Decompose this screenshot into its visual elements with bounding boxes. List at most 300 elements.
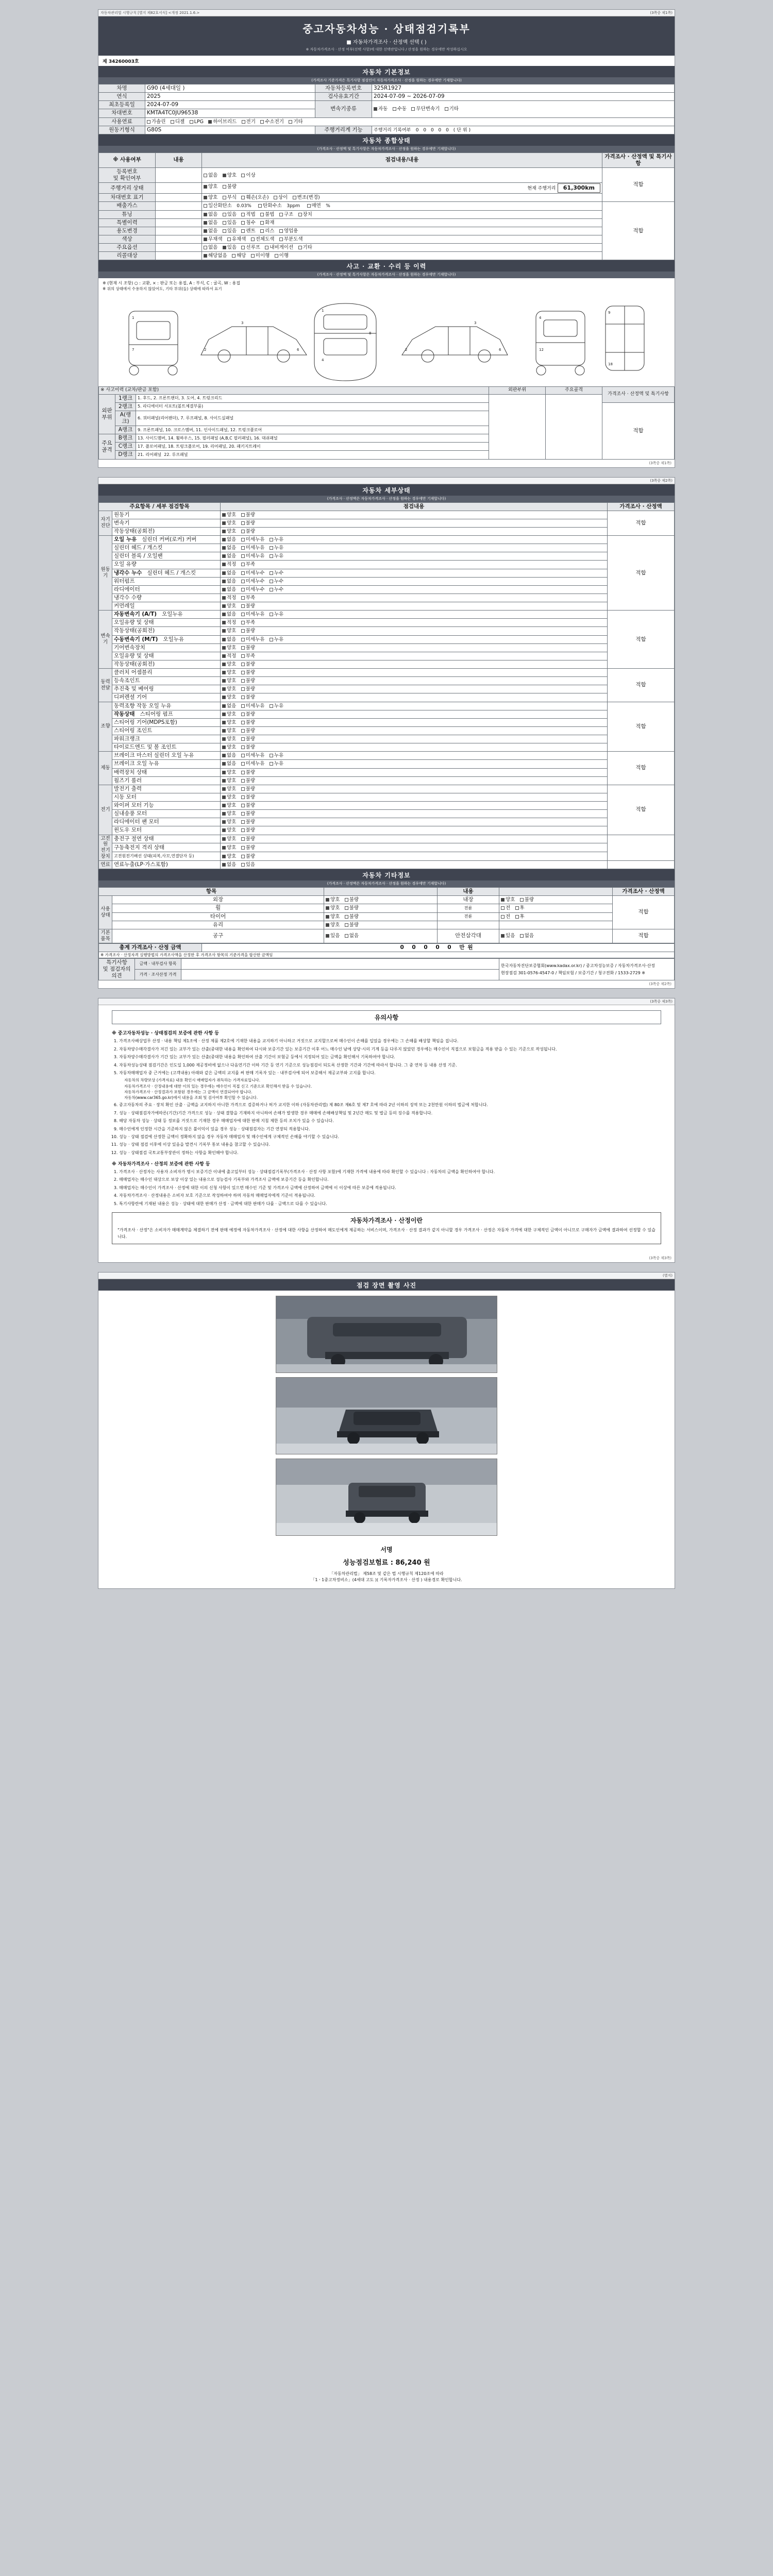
checkbox-fuel-gasoline[interactable]: 가솔린 — [147, 119, 166, 125]
checkbox-coolant2-none[interactable]: 없음 — [222, 579, 236, 585]
checkbox-glass-bad[interactable]: 불량 — [345, 922, 359, 928]
notice-subitem: 자동차가격조사 · 산정내용에 대한 이의 있는 경우에는 매수인이 직접 신고 기준으로 확인해서 받을 수 있습니다. — [124, 1083, 312, 1089]
etc-check-wheel-pos — [499, 904, 613, 912]
detail-check-wiper — [221, 802, 608, 810]
detail-item-mt-3: 오일유량 및 상태 — [112, 652, 221, 660]
detail-check-booster — [221, 768, 608, 776]
frame-rankB-items: 13. 사이드멤버, 14. 휠하우스, 15. 필러패널 (A,B,C 필러패널), 16. 대쉬패널 — [136, 434, 489, 443]
checkbox-tuning-device[interactable]: 장치 — [298, 212, 312, 218]
checkbox-mt-oilleak-leak[interactable]: 누유 — [270, 637, 283, 643]
detail-group-transmission: 변속기 — [99, 611, 112, 669]
notice-item: 5. 자동차매매업자 중 근거에는 (고객내용) 아래와 같은 금액의 교지를 써 판매 기록자 있는 · 내부검사에 되어 보증해서 제공교부와 고지를 합니다. 자동차의 차량보상 (가격자료) 내용 확인시 매매업자가 취득하는 가격자료입니다. 자동차가격조사 · 산정내용에 대한 이의 있는 경우에는 매수인이 직접 신고 기준으로 확인해서 받을 수 있습니다. 자동차가격조사 · 산정결과가 포함된 경우에는 그 금액이 연결되어야 합니다. 자동차(www.car365.go.kr)에서 내용을 조회 및 검사여부 확인할 수 있습니다. — [119, 1070, 661, 1100]
checkbox-powercrank-bad[interactable]: 불량 — [241, 736, 255, 742]
notice-subitem: 자동차의 차량보상 (가격자료) 내용 확인시 매매업자가 취득하는 가격자료입니다. — [124, 1078, 261, 1083]
etc-info-table — [98, 887, 675, 943]
checkbox-mt-idle-bad[interactable]: 불량 — [241, 662, 255, 668]
checkbox-recall-done[interactable]: 이행 — [275, 253, 289, 259]
detail-group-selfdiag: 자기진단 — [99, 511, 112, 535]
checkbox-oilleak2-none[interactable]: 없음 — [222, 545, 236, 551]
detail-item-idle: 작동상태(공회전) — [112, 527, 221, 535]
checkbox-trans-auto[interactable] — [374, 106, 388, 112]
document-subtitle: ■ 자동차가격조사 · 산정액 선택 ( ) — [346, 40, 427, 45]
agency-info: 한국자동차진단보증협회(www.kadax.or.kr) / 중고차성능보증 / 자동차가격조사·산정 현장점검 301-0576-4547-0 / 책임보험 / 보증기간 / 청구전화 / 1533-2729 ※ — [499, 959, 675, 980]
etc-group-condition: 사용상태 — [99, 896, 112, 929]
detail-item-brakeroller: 월즈기 롤러 — [112, 776, 221, 785]
checkbox-commonrail-good[interactable]: 양호 — [222, 603, 236, 609]
detail-item-radiatorfan: 라디에이터 팬 모터 — [112, 818, 221, 826]
svg-text:8: 8 — [369, 331, 372, 336]
detail-item-brakeoil: 브레이크 오일 누유 — [112, 760, 221, 768]
etc-label-tire: 타이어 — [112, 912, 324, 921]
accident-price-value: 적합 — [602, 402, 675, 459]
row-check-emission — [202, 202, 602, 210]
checkbox-tire-front[interactable]: 전 — [501, 914, 510, 920]
checkbox-coolant1-minor[interactable]: 미세누수 — [241, 570, 265, 577]
checkbox-wheel-front[interactable]: 전 — [501, 905, 510, 911]
checkbox-blower-bad[interactable]: 불량 — [241, 811, 255, 817]
detail-check-spump — [221, 710, 608, 718]
checkbox-booster-bad[interactable]: 불량 — [241, 770, 255, 776]
checkbox-clutch-bad[interactable]: 불량 — [241, 670, 255, 676]
notice-sub-2: ※ 자동차가격조사 · 산정의 보증에 관한 사항 등 — [112, 1162, 210, 1167]
checkbox-at-oilleak-none[interactable]: 없음 — [222, 612, 236, 618]
checkbox-triangle-no[interactable]: 없음 — [520, 933, 534, 939]
checkbox-selfdiag-idle-good[interactable]: 양호 — [222, 529, 236, 535]
detail-check-battery-isolation — [221, 843, 608, 852]
group-label-outer: 외판부위 — [99, 394, 115, 434]
checkbox-exterior-bad[interactable]: 불량 — [345, 897, 359, 903]
row-sub-emission — [156, 202, 202, 210]
value-odometer-func — [372, 126, 675, 134]
section-basic-subtitle: (가격조사 기준가격은 특기사항 점검인이 자동차가격조사 · 산정을 원하는 경우에만 기재합니다) — [98, 77, 675, 84]
detail-item-booster: 배력장치 상태 — [112, 768, 221, 776]
detail-check-windowmotor — [221, 826, 608, 835]
detail-price-steering: 적합 — [608, 702, 675, 752]
checkbox-usechange-none[interactable]: 없음 — [204, 228, 217, 234]
current-mileage-value: 61,300km — [558, 183, 600, 193]
header-overall-item: ※ 사용여부 — [99, 152, 156, 167]
label-first-reg: 최초등록일 — [99, 101, 145, 109]
detail-price-brake: 적합 — [608, 752, 675, 785]
checkbox-interior-good[interactable]: 양호 — [501, 897, 515, 903]
checkbox-mt-gear-bad[interactable]: 불량 — [241, 645, 255, 651]
etc-tire-pos-label: 전륜 — [438, 912, 499, 921]
checkbox-usechange-yes[interactable]: 있음 — [223, 228, 237, 234]
detail-header-price: 가격조사 · 산정액 — [608, 502, 675, 511]
checkbox-starter-bad[interactable]: 불량 — [241, 794, 255, 801]
detail-check-oilleak-1 — [221, 536, 608, 544]
detail-check-radiatorfan — [221, 818, 608, 826]
row-check-usechange — [202, 227, 602, 235]
svg-text:1: 1 — [322, 309, 324, 313]
document-banner — [98, 16, 675, 56]
checkbox-coolant3-none[interactable]: 없음 — [222, 587, 236, 593]
svg-text:18: 18 — [608, 362, 613, 367]
checkbox-sgear-good[interactable]: 양호 — [222, 720, 236, 726]
etc-header-content2 — [499, 888, 613, 896]
notice-item: 3. 자동차양수매각결사가 기간 있는 교부가 있는 산출(중대한 내용을 확인하여 산출 기간이 보험금 등에서 지정되어 있는 금액을 확인해서 기록하여야 합니다. — [119, 1054, 661, 1060]
price-breakdown-label: 특기사항 및 점검자의 의견 — [99, 959, 135, 980]
svg-text:2: 2 — [204, 348, 207, 352]
checkbox-starter-good[interactable]: 양호 — [222, 794, 236, 801]
checkbox-oilleak1-leak[interactable]: 누유 — [270, 537, 283, 543]
checkbox-sjoint-bad[interactable]: 불량 — [241, 728, 255, 734]
checkbox-fuelleak-yes[interactable]: 있음 — [241, 862, 255, 868]
checkbox-driveshaft-bad[interactable]: 불량 — [241, 686, 255, 692]
checkbox-alternator-good[interactable]: 양호 — [222, 786, 236, 792]
checkbox-regcert-good[interactable]: 양호 — [223, 173, 237, 179]
checkbox-coolantqty-ok[interactable]: 적정 — [222, 595, 236, 601]
checkbox-fuel-other[interactable]: 기타 — [289, 119, 303, 125]
checkbox-vin-good[interactable]: 양호 — [204, 195, 217, 201]
notice-item: 8. 해당 자동차 성능 · 상태 등 정보를 거짓으로 기재한 경우 매매업자에 대한 판매 지침 제한 등의 조치가 있을 수 있습니다. — [119, 1118, 661, 1124]
checkbox-driveshaft-good[interactable]: 양호 — [222, 686, 236, 692]
checkbox-history-fire[interactable]: 화재 — [260, 220, 274, 226]
checkbox-triangle-yes[interactable]: 있음 — [501, 933, 515, 939]
row-label-options: 주요옵션 — [99, 244, 156, 252]
checkbox-mt-oilleak-none[interactable]: 없음 — [222, 637, 236, 643]
checkbox-tire-rear[interactable]: 후 — [515, 914, 525, 920]
detail-item-cvjoint: 등속조인트 — [112, 677, 221, 685]
checkbox-batteryiso-bad[interactable]: 불량 — [241, 845, 255, 851]
checkbox-coolant3-minor[interactable]: 미세누수 — [241, 587, 265, 593]
etc-header-check — [324, 888, 438, 896]
inspection-photo-3 — [276, 1459, 497, 1536]
checkbox-mastercyl-none[interactable]: 없음 — [222, 753, 236, 759]
checkbox-tuning-none[interactable]: 없음 — [204, 212, 217, 218]
section-etc-title: 자동차 기타정보 — [98, 869, 675, 880]
photo-gallery — [98, 1291, 675, 1536]
checkbox-history-yes[interactable]: 있음 — [223, 220, 237, 226]
checkbox-oilqty-ok[interactable]: 적정 — [222, 562, 236, 568]
rank3-items: 6. 쿼터패널(리어팬더), 7. 루프패널, 8. 사이드실패널 — [136, 411, 489, 426]
etc-label-wheel: 휠 — [112, 904, 324, 912]
svg-text:3: 3 — [241, 321, 244, 326]
checkbox-mastercyl-leak[interactable]: 누유 — [270, 753, 283, 759]
checkbox-vin-diff[interactable]: 상이 — [274, 195, 288, 201]
detail-check-at-2 — [221, 619, 608, 627]
checkbox-brakeoil-leak[interactable]: 누유 — [270, 761, 283, 767]
checkbox-booster-good[interactable]: 양호 — [222, 770, 236, 776]
detail-item-windowmotor: 윈도우 모터 — [112, 826, 221, 835]
notice2-item: 3. 매매업자는 매수인이 가격조사 · 산정에 대한 이의 신청 사항이 있으면 매수인 기준 및 가격조사 금액에 산정하여 금액에 이 이상에 따른 보증에 적용됩니다. — [119, 1185, 661, 1191]
checkbox-cvjoint-good[interactable]: 양호 — [222, 678, 236, 684]
price-row-value-2 — [181, 970, 499, 980]
checkbox-exterior-good[interactable]: 양호 — [326, 897, 340, 903]
detail-item-spump: 작동상태 스티어링 펌프 — [112, 710, 221, 718]
checkbox-oilleak3-minor[interactable]: 미세누유 — [241, 553, 265, 560]
checkbox-odometer-bad[interactable]: 불량 — [223, 184, 237, 190]
etc-label-triangle: 안전삼각대 — [438, 929, 499, 943]
checkbox-oilleak3-leak[interactable]: 누유 — [270, 553, 283, 560]
checkbox-brakeroller-bad[interactable]: 불량 — [241, 778, 255, 784]
checkbox-usechange-business[interactable]: 영업용 — [279, 228, 298, 234]
signature-label: 서명 — [380, 1546, 393, 1553]
checkbox-wiper-good[interactable]: 양호 — [222, 803, 236, 809]
checkbox-fuelleak-none[interactable]: 없음 — [222, 862, 236, 868]
accident-outer-result — [489, 394, 546, 459]
header-overall-price: 가격조사 · 산정액 및 특기사항 — [602, 152, 675, 167]
checkbox-vin-damage[interactable]: 훼손(오손) — [241, 195, 268, 201]
detail-item-coolant-qty: 냉각수 수량 — [112, 594, 221, 602]
detail-check-powercrank — [221, 735, 608, 743]
price-note-1: 적합 — [602, 168, 675, 202]
etc-group-basic-items: 기본품목 — [99, 929, 112, 943]
checkbox-odometer-good[interactable]: 양호 — [204, 184, 217, 190]
value-plate: 325R1927 — [372, 84, 675, 93]
checkbox-windowmotor-good[interactable]: 양호 — [222, 827, 236, 834]
checkbox-interior-bad[interactable]: 불량 — [520, 897, 534, 903]
checkbox-oilleak3-none[interactable]: 없음 — [222, 553, 236, 560]
checkbox-tuning-illegal[interactable]: 불법 — [260, 212, 274, 218]
checkbox-brakeoil-minor[interactable]: 미세누유 — [241, 761, 265, 767]
checkbox-wheel-good[interactable]: 양호 — [326, 905, 340, 911]
inspection-insurance-fee: 성능점검보험료 : 86,240 원 — [343, 1558, 430, 1567]
etc-header-price: 가격조사 · 산정액 — [613, 888, 675, 896]
checkbox-fuel-diesel[interactable]: 디젤 — [171, 119, 184, 125]
checkbox-trans-other[interactable] — [445, 106, 459, 112]
section-accident-subtitle: (가격조사 · 산정액 및 특기사항은 자동차가격조사 · 산정을 원하는 경우에만 기재합니다) — [98, 272, 675, 278]
accident-panel-outer-label: 외판부위 — [489, 387, 546, 394]
checkbox-wiper-bad[interactable]: 불량 — [241, 803, 255, 809]
checkbox-coolant2-minor[interactable]: 미세누수 — [241, 579, 265, 585]
checkbox-powercrank-good[interactable]: 양호 — [222, 736, 236, 742]
checkbox-color-achromatic[interactable]: 무채색 — [204, 236, 223, 243]
checkbox-wheel-rear[interactable]: 후 — [515, 905, 525, 911]
checkbox-tuning-legal[interactable]: 적법 — [241, 212, 255, 218]
checkbox-fuel-hybrid[interactable]: 하이브리드 — [208, 119, 237, 125]
detail-item-coolant-2: 워터펌프 — [112, 577, 221, 585]
overall-state-table — [98, 152, 675, 260]
etc-header-content: 내용 — [438, 888, 499, 896]
checkbox-regcert-bad[interactable]: 이상 — [241, 173, 255, 179]
checkbox-radiatorfan-bad[interactable]: 불량 — [241, 819, 255, 825]
label-inspection-period: 검사유효기간 — [315, 93, 372, 101]
etc-glass-extra — [499, 921, 613, 929]
checkbox-color-chromatic[interactable]: 유채색 — [227, 236, 246, 243]
detail-group-brake: 제동 — [99, 752, 112, 785]
row-sub-vinmark — [156, 194, 202, 202]
checkbox-chargeport-good[interactable]: 양호 — [222, 836, 236, 842]
checkbox-wheel-bad[interactable]: 불량 — [345, 905, 359, 911]
checkbox-oilleak2-minor[interactable]: 미세누유 — [241, 545, 265, 551]
notice-item: 1. 가격조사배상업무 산정 · 내용 책임 제1조에 · 산정 제품 제2호에 기재한 내용을 교지하기 아니하고 거짓으로 교지할으로써 매수인이 손해를 입었을 경우에는 그 손해를 배상할 책임을 집니다. — [119, 1038, 661, 1044]
checkbox-tuning-structure[interactable]: 구조 — [279, 212, 293, 218]
checkbox-psleak-leak[interactable]: 누유 — [270, 703, 283, 709]
checkbox-history-none[interactable]: 없음 — [204, 220, 217, 226]
checkbox-selfdiag-engine-good[interactable]: 양호 — [222, 512, 236, 518]
etc-label-glass: 유리 — [112, 921, 324, 929]
checkbox-tire-bad[interactable]: 불량 — [345, 914, 359, 920]
page-indicator: (3쪽중 제1쪽) — [650, 11, 673, 15]
checkbox-blower-good[interactable]: 양호 — [222, 811, 236, 817]
detail-item-sgear: 스티어링 기어(MDPS포함) — [112, 718, 221, 726]
checkbox-mt-oilleak-minor[interactable]: 미세누유 — [241, 637, 265, 643]
checkbox-vin-altered[interactable]: 변조(변경) — [293, 195, 320, 201]
checkbox-at-oilleak-minor[interactable]: 미세누유 — [241, 612, 265, 618]
checkbox-selfdiag-engine-bad[interactable]: 불량 — [241, 512, 255, 518]
row-check-vinmark — [202, 194, 602, 202]
checkbox-options-yes[interactable]: 있음 — [223, 245, 237, 251]
checkbox-mt-gear-good[interactable]: 양호 — [222, 645, 236, 651]
row-label-tuning: 튜닝 — [99, 210, 156, 218]
checkbox-batteryiso-good[interactable]: 양호 — [222, 845, 236, 851]
checkbox-tools-yes[interactable]: 있음 — [326, 933, 340, 939]
detail-check-mastercyl — [221, 752, 608, 760]
checkbox-psleak-none[interactable]: 없음 — [222, 703, 236, 709]
detail-group-fuel: 연료 — [99, 861, 112, 869]
notice-item: 7. 성능 · 상태점검자가에따른(기간)기간 가격으로 성능 · 상태 결함을 기재하지 아니하여 손해가 발생한 경우 매매에 손해배상책임 및 2년간 매도 및 벌금 등의 징수를 적용합니다. — [119, 1110, 661, 1116]
checkbox-emission-smoke[interactable]: 매연 — [307, 203, 321, 209]
checkbox-hvwiring-good[interactable]: 양호 — [222, 854, 236, 860]
checkbox-glass-good[interactable]: 양호 — [326, 922, 340, 928]
checkbox-coolant2-leak[interactable]: 누수 — [270, 579, 283, 585]
checkbox-radiatorfan-good[interactable]: 양호 — [222, 819, 236, 825]
detail-item-diff: 디퍼렌셜 기어 — [112, 693, 221, 702]
checkbox-fuel-lpg[interactable]: LPG — [190, 119, 204, 125]
checkbox-mastercyl-minor[interactable]: 미세누유 — [241, 753, 265, 759]
checkbox-commonrail-bad[interactable]: 불량 — [241, 603, 255, 609]
checkbox-spump-bad[interactable]: 불량 — [241, 711, 255, 718]
etc-check-exterior — [324, 896, 438, 904]
etc-wheel-pos-label: 전륜 — [438, 904, 499, 912]
checkbox-recall-notdone[interactable]: 미이행 — [251, 253, 270, 259]
checkbox-options-other[interactable]: 기타 — [298, 245, 312, 251]
checkbox-hvwiring-bad[interactable]: 불량 — [241, 854, 255, 860]
detail-header-item: 주요항목 / 세부 점검항목 — [99, 502, 221, 511]
checkbox-brakeoil-none[interactable]: 없음 — [222, 761, 236, 767]
checkbox-at-oilleak-leak[interactable]: 누유 — [270, 612, 283, 618]
checkbox-recall-yes[interactable]: 해당 — [232, 253, 246, 259]
checkbox-recall-na[interactable]: 해당없음 — [204, 253, 227, 259]
detail-check-mt-4 — [221, 660, 608, 668]
notice-subitem: 자동차(www.car365.go.kr)에서 내용을 조회 및 검사여부 확인할 수 있습니다. — [124, 1095, 258, 1100]
section-accident-title: 사고 · 교환 · 수리 등 이력 — [98, 260, 675, 272]
trans-manual-label: 수동 — [397, 106, 407, 112]
checkbox-oilleak2-leak[interactable]: 누유 — [270, 545, 283, 551]
checkbox-tire-good[interactable]: 양호 — [326, 914, 340, 920]
checkbox-vin-corrosion[interactable]: 부식 — [223, 195, 237, 201]
svg-text:12: 12 — [539, 348, 544, 352]
emission-smoke-value: % — [326, 204, 330, 209]
checkbox-at-idle-good[interactable]: 양호 — [222, 628, 236, 634]
checkbox-sjoint-good[interactable]: 양호 — [222, 728, 236, 734]
checkbox-coolant1-none[interactable]: 없음 — [222, 570, 236, 577]
checkbox-options-none[interactable]: 없음 — [204, 245, 217, 251]
page-3 — [98, 998, 675, 1262]
checkbox-options-navigation[interactable]: 내비게이션 — [265, 245, 293, 251]
checkbox-coolant1-leak[interactable]: 누수 — [270, 570, 283, 577]
checkbox-at-oilqty-ok[interactable]: 적정 — [222, 620, 236, 626]
checkbox-usechange-lease[interactable]: 리스 — [260, 228, 274, 234]
checkbox-tuning-yes[interactable]: 있음 — [223, 212, 237, 218]
checkbox-diff-bad[interactable]: 불량 — [241, 694, 255, 701]
basic-info-table — [98, 84, 675, 134]
page2-indicator: (3쪽중 제2쪽) — [650, 478, 673, 483]
page4-indicator: (별지) — [663, 1273, 673, 1278]
checkbox-chargeport-bad[interactable]: 불량 — [241, 836, 255, 842]
checkbox-brakeroller-good[interactable]: 양호 — [222, 778, 236, 784]
detail-item-driveshaft: 추진축 및 베어링 — [112, 685, 221, 693]
checkbox-coolantqty-low[interactable]: 부족 — [241, 595, 255, 601]
checkbox-regcert-none[interactable]: 없음 — [204, 173, 217, 179]
checkbox-tierod-good[interactable]: 양호 — [222, 744, 236, 751]
guarantee-box — [112, 1212, 661, 1244]
checkbox-mt-oilqty-low[interactable]: 부족 — [241, 653, 255, 659]
checkbox-fuel-electric[interactable]: 전기 — [242, 119, 256, 125]
odometer-record-value: 0 0 0 0 0 (단위) — [415, 127, 473, 133]
detail-check-at-1 — [221, 611, 608, 619]
checkbox-diff-good[interactable]: 양호 — [222, 694, 236, 701]
detail-item-chargeport: 충전구 절연 상태 — [112, 835, 221, 843]
detail-item-mt-2: 기어변속장치 — [112, 643, 221, 652]
row-sub-usechange — [156, 227, 202, 235]
checkbox-color-partpaint[interactable]: 부분도색 — [279, 236, 303, 243]
checkbox-usechange-rent[interactable]: 렌트 — [241, 228, 255, 234]
checkbox-coolant3-leak[interactable]: 누수 — [270, 587, 283, 593]
detail-check-psleak — [221, 702, 608, 710]
etc-header-item: 항목 — [99, 888, 324, 896]
checkbox-at-oilqty-low[interactable]: 부족 — [241, 620, 255, 626]
detail-item-engine: 원동기 — [112, 511, 221, 519]
checkbox-spump-good[interactable]: 양호 — [222, 711, 236, 718]
checkbox-cvjoint-bad[interactable]: 불량 — [241, 678, 255, 684]
frame-rankC-label: C랭크 — [115, 443, 136, 451]
checkbox-trans-cvt[interactable] — [411, 106, 440, 112]
detail-price-transmission: 적합 — [608, 611, 675, 669]
checkbox-windowmotor-bad[interactable]: 불량 — [241, 827, 255, 834]
notice-subitem: 자동차가격조사 · 산정결과가 포함된 경우에는 그 금액이 연결되어야 합니다. — [124, 1089, 253, 1094]
detail-item-tierod: 타이로드엔드 및 볼 조인트 — [112, 743, 221, 752]
checkbox-sgear-bad[interactable]: 불량 — [241, 720, 255, 726]
checkbox-emission-hc[interactable]: 탄화수소 — [258, 203, 282, 209]
checkbox-color-fullpaint[interactable]: 전체도색 — [251, 236, 275, 243]
checkbox-options-sunroof[interactable]: 선루프 — [241, 245, 260, 251]
checkbox-tierod-bad[interactable]: 불량 — [241, 744, 255, 751]
frame-extra-label: D랭크 — [115, 451, 136, 459]
notice-item: 4. 자동차성능상태 점검기간은 인도일 1,000 제공정비에 없으나 다음연기간 이하 기간 등 연기 기준으로 성능점검이 되도록 산정한 기간과 기간에 따라서 합니다. 그 중 연차 등 내용 산정 기준. — [119, 1062, 661, 1069]
checkbox-oilqty-low[interactable]: 부족 — [241, 562, 255, 568]
checkbox-trans-manual[interactable] — [393, 106, 407, 112]
rank1-items: 1. 후드, 2. 프론트팬더, 3. 도어, 4. 트렁크리드 — [136, 394, 489, 402]
checkbox-at-idle-bad[interactable]: 불량 — [241, 628, 255, 634]
checkbox-mt-oilqty-ok[interactable]: 적정 — [222, 653, 236, 659]
notice-sublist — [124, 1077, 661, 1100]
row-check-history — [202, 218, 602, 227]
checkbox-mt-idle-good[interactable]: 양호 — [222, 662, 236, 668]
svg-text:4: 4 — [322, 358, 324, 363]
checkbox-clutch-good[interactable]: 양호 — [222, 670, 236, 676]
checkbox-oilleak1-minor[interactable]: 미세누유 — [241, 537, 265, 543]
page-4 — [98, 1272, 675, 1589]
checkbox-tools-no[interactable]: 없음 — [345, 933, 359, 939]
checkbox-psleak-minor[interactable]: 미세누유 — [241, 703, 265, 709]
checkbox-fuel-hydrogen[interactable]: 수소전기 — [260, 119, 284, 125]
checkbox-history-flood[interactable]: 침수 — [241, 220, 255, 226]
row-sub-recall — [156, 252, 202, 260]
accident-history-label: ※ 사고이력 (교차/판금 포함) — [99, 387, 489, 394]
checkbox-oilleak1-none[interactable]: 없음 — [222, 537, 236, 543]
page-1 — [98, 9, 675, 468]
checkbox-selfdiag-trans-good[interactable]: 양호 — [222, 520, 236, 527]
detail-check-mt-3 — [221, 652, 608, 660]
checkbox-selfdiag-trans-bad[interactable]: 불량 — [241, 520, 255, 527]
checkbox-selfdiag-idle-bad[interactable]: 불량 — [241, 529, 255, 535]
checkbox-alternator-bad[interactable]: 불량 — [241, 786, 255, 792]
guarantee-text: "가격조사 · 산정"은 소비자가 매매계약을 체결하기 전에 판매 예정에 자동차가격조사 · 산정에 대한 사항을 산정하여 매도인에게 제공하는 서비스이며, 가격조사 · 산정 결과가 같지 아니할 경우 가격조사 · 산정은 자동차 가격에 대한 구체적인 금액이 아니므로 구매자가 금액에 결과하여 선정할 수 있습니다. — [117, 1228, 656, 1239]
checkbox-emission-co[interactable]: 일산화탄소 — [204, 203, 232, 209]
detail-item-fuelleak: 연료누출(LP·가스포함) — [112, 861, 221, 869]
